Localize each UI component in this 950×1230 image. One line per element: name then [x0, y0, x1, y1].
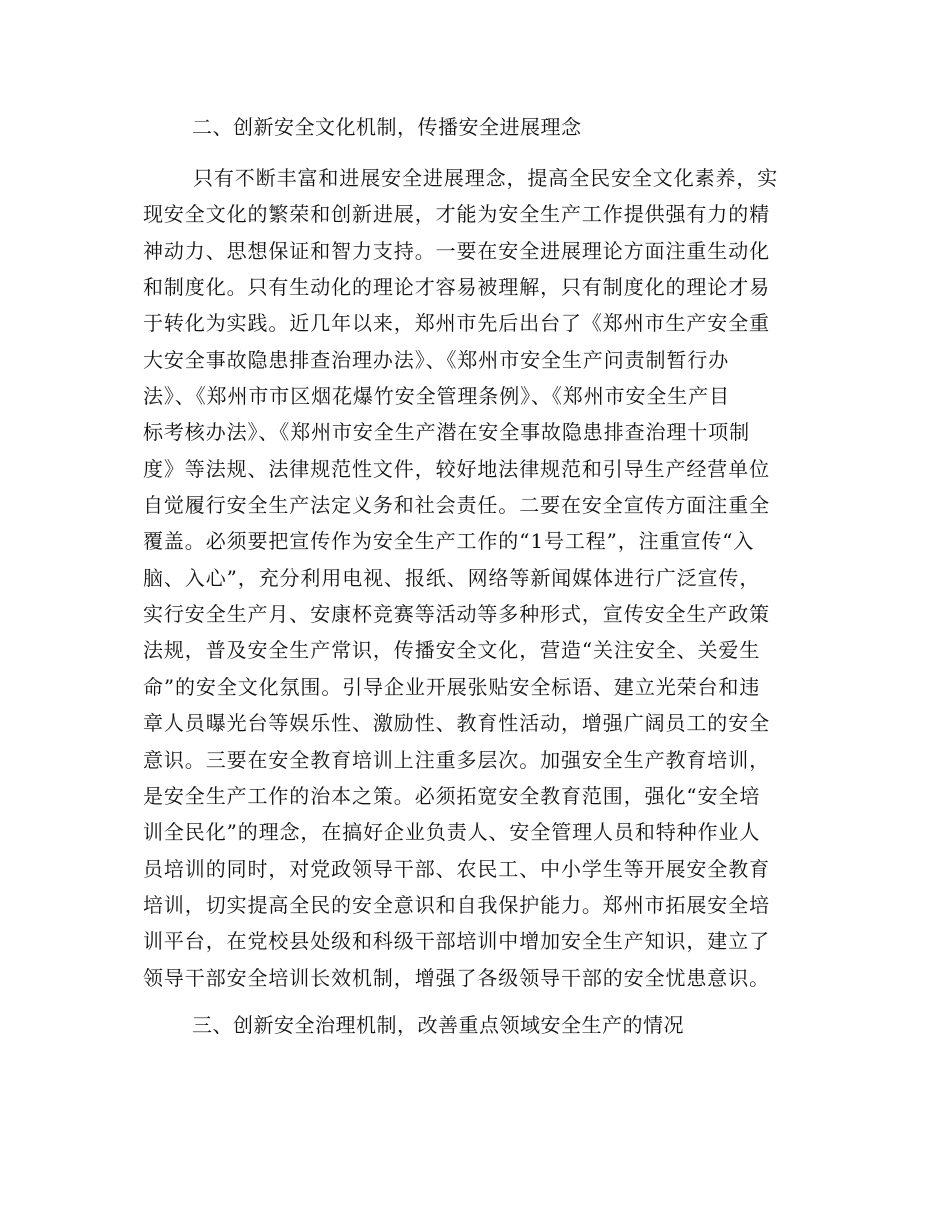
- paragraph-line: 员培训的同时，对党政领导干部、农民工、中小学生等开展安全教育: [143, 856, 770, 881]
- paragraph-line: 现安全文化的繁荣和创新进展，才能为安全生产工作提供强有力的精: [143, 202, 770, 227]
- paragraph-line: 标考核办法》、《郑州市安全生产潜在安全事故隐患排查治理十项制: [143, 420, 750, 445]
- paragraph-line: 自觉履行安全生产法定义务和社会责任。二要在安全宣传方面注重全: [143, 493, 770, 518]
- paragraph-line: 实行安全生产月、安康杯竞赛等活动等多种形式，宣传安全生产政策: [143, 602, 770, 627]
- paragraph-line: 度》等法规、法律规范性文件，较好地法律规范和引导生产经营单位: [143, 456, 770, 481]
- paragraph-line: 意识。三要在安全教育培训上注重多层次。加强安全生产教育培训，: [143, 747, 770, 772]
- paragraph-line: 脑、入心”，充分利用电视、报纸、网络等新闻媒体进行广泛宣传，: [143, 565, 761, 590]
- paragraph-line: 章人员曝光台等娱乐性、激励性、教育性活动，增强广阔员工的安全: [143, 711, 770, 736]
- paragraph-line: 命”的安全文化氛围。引导企业开展张贴安全标语、建立光荣台和违: [143, 674, 761, 699]
- paragraph-line: 法》、《郑州市市区烟花爆竹安全管理条例》、《郑州市安全生产目: [143, 384, 730, 409]
- section-heading-governance: 三、创新安全治理机制，改善重点领域安全生产的情况: [192, 1013, 684, 1037]
- paragraph-line: 法规，普及安全生产常识，传播安全文化，营造“关注安全、关爱生: [143, 638, 761, 663]
- paragraph-line: 领导干部安全培训长效机制，增强了各级领导干部的安全忧患意识。: [143, 965, 770, 990]
- paragraph-line: 培训，切实提高全民的安全意识和自我保护能力。郑州市拓展安全培: [143, 892, 770, 917]
- section-heading-culture: 二、创新安全文化机制，传播安全进展理念: [192, 115, 582, 139]
- paragraph-line: 是安全生产工作的治本之策。必须拓宽安全教育范围，强化“安全培: [143, 783, 761, 808]
- paragraph-line: 和制度化。只有生动化的理论才容易被理解，只有制度化的理论才易: [143, 275, 770, 300]
- paragraph-line: 大安全事故隐患排查治理办法》、《郑州市安全生产问责制暂行办: [143, 347, 730, 372]
- paragraph-line: 只有不断丰富和进展安全进展理念，提高全民安全文化素养，实: [193, 166, 779, 190]
- paragraph-line: 训全民化”的理念，在搞好企业负责人、安全管理人员和特种作业人: [143, 820, 761, 845]
- paragraph-line: 于转化为实践。近几年以来，郑州市先后出台了《郑州市生产安全重: [143, 311, 770, 336]
- section-paragraph: [143, 160, 813, 996]
- paragraph-line: 训平台，在党校县处级和科级干部培训中增加安全生产知识，建立了: [143, 929, 770, 954]
- paragraph-line: 神动力、思想保证和智力支持。一要在安全进展理论方面注重生动化: [143, 238, 770, 263]
- paragraph-line: 覆盖。必须要把宣传作为安全生产工作的“1号工程”，注重宣传“入: [143, 529, 755, 554]
